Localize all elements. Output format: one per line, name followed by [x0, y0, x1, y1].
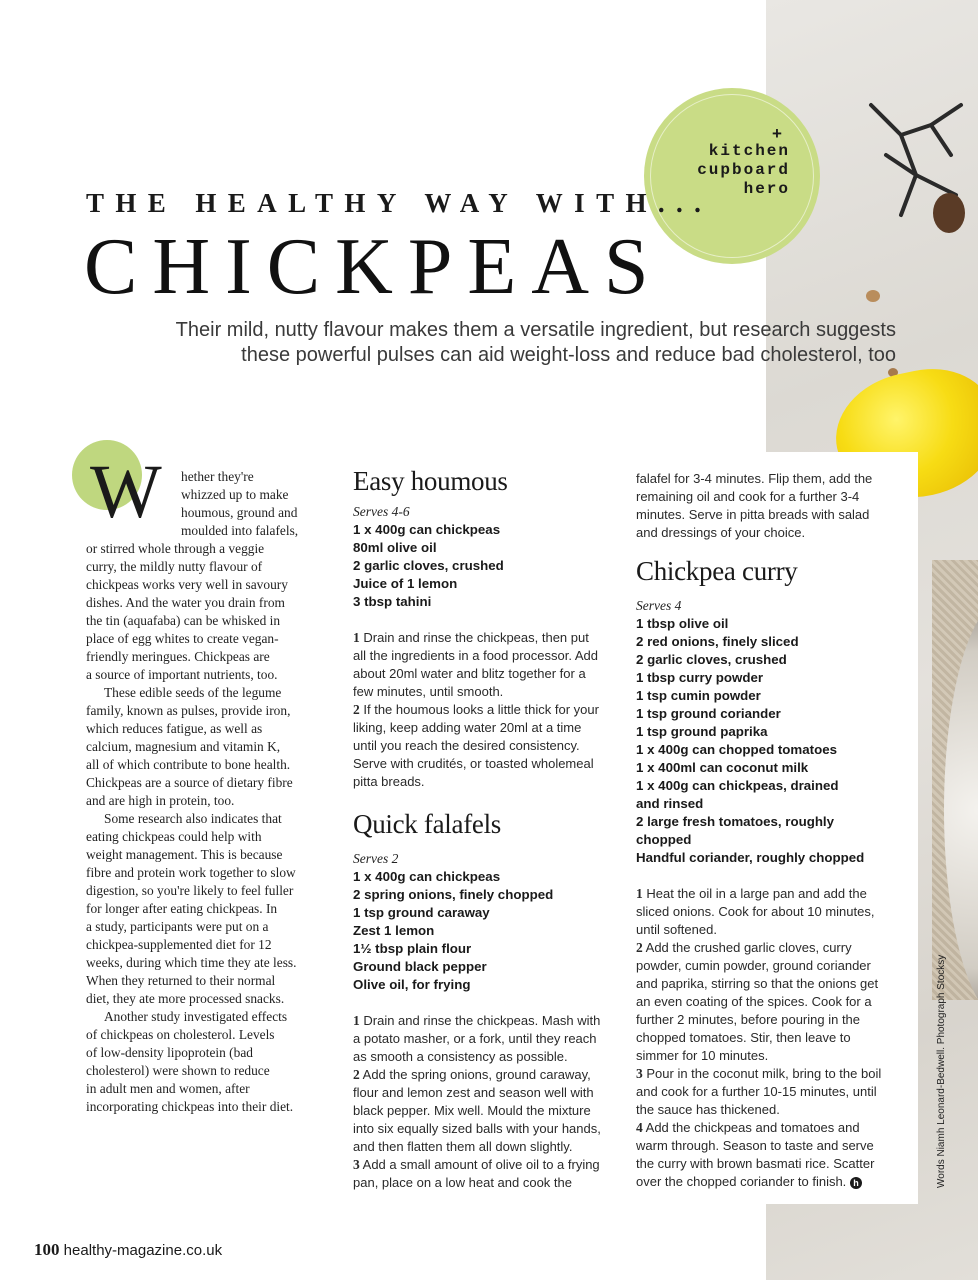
ingredient: Juice of 1 lemon	[353, 576, 458, 591]
page-number: 100	[34, 1240, 60, 1259]
method-step	[353, 701, 615, 791]
body-line: diet, they ate more processed snacks.	[86, 991, 285, 1006]
recipe-title-falafels: Quick falafels	[353, 809, 501, 839]
body-line: curry, the mildly nutty flavour of	[86, 559, 263, 574]
step-text: into six equally sized balls with your hands,	[353, 1121, 601, 1136]
ingredient: 1 x 400g can chickpeas, drained	[636, 778, 839, 793]
body-line: fibre and protein work together to slow	[86, 865, 296, 880]
step-text: simmer for 10 minutes.	[636, 1048, 769, 1063]
method-step-continued	[636, 470, 898, 542]
kicker-heading: THE HEALTHY WAY WITH...	[86, 188, 713, 218]
body-line: for longer after eating chickpeas. In	[86, 901, 278, 916]
ingredient: 2 red onions, finely sliced	[636, 634, 799, 649]
body-line: all of which contribute to bone health.	[86, 757, 291, 772]
ingredient: Handful coriander, roughly chopped	[636, 850, 865, 865]
step-text: until you reach the desired consistency.	[353, 738, 580, 753]
ingredient: 2 garlic cloves, crushed	[353, 558, 504, 573]
ingredient: 1 x 400g can chopped tomatoes	[636, 742, 837, 757]
step-text: pan, place on a low heat and cook the	[353, 1175, 572, 1190]
step-text: Serve with crudités, or toasted wholemeal	[353, 756, 594, 771]
badge-plus: +	[772, 124, 782, 143]
method-step	[636, 939, 898, 1065]
ingredient: 1½ tbsp plain flour	[353, 941, 472, 956]
step-text: If the houmous looks a little thick for your	[363, 702, 599, 717]
step-number: 2	[353, 1067, 360, 1082]
ingredient: and rinsed	[636, 796, 704, 811]
step-text: over the chopped coriander to finish.	[636, 1174, 847, 1189]
ingredient: 1 x 400g can chickpeas	[353, 522, 501, 537]
step-text: remaining oil and cook for a further 3-4	[636, 489, 860, 504]
ingredient: Ground black pepper	[353, 959, 487, 974]
step-text: and dressings of your choice.	[636, 525, 806, 540]
step-text: minutes. Serve in pitta breads with salad	[636, 507, 870, 522]
page-footer	[34, 1240, 222, 1260]
ingredient: 1 tsp ground caraway	[353, 905, 490, 920]
ingredient: 1 x 400ml can coconut milk	[636, 760, 809, 775]
step-text: Drain and rinse the chickpeas. Mash with	[363, 1013, 601, 1028]
badge-line: kitchen	[708, 142, 790, 160]
recipe-title-curry: Chickpea curry	[636, 556, 798, 586]
ingredient: 1 tsp cumin powder	[636, 688, 761, 703]
body-line: hether they're	[181, 469, 254, 484]
step-number: 1	[636, 886, 643, 901]
ingredient: 1 x 400g can chickpeas	[353, 869, 501, 884]
step-text: a potato masher, or a fork, until they reach	[353, 1031, 597, 1046]
body-line: of chickpeas on cholesterol. Levels	[86, 1027, 275, 1042]
step-text: Add a small amount of olive oil to a frying	[362, 1157, 600, 1172]
step-text: liking, keep adding water 20ml at a time	[353, 720, 582, 735]
method-step	[636, 885, 898, 939]
step-text: few minutes, until smooth.	[353, 684, 504, 699]
end-mark-icon: h	[850, 1177, 862, 1189]
body-line: the tin (aquafaba) can be whisked in	[86, 613, 281, 628]
body-line: weeks, during which time they ate less.	[86, 955, 297, 970]
step-number: 2	[636, 940, 643, 955]
ingredient: 2 garlic cloves, crushed	[636, 652, 787, 667]
step-text: and paprika, stirring so that the onions get	[636, 976, 879, 991]
step-text: flour and lemon zest and season well with	[353, 1085, 594, 1100]
ingredient: 80ml olive oil	[353, 540, 437, 555]
photo-credits: Words Niamh Leonard-Bedwell. Photograph Stocksy	[936, 954, 947, 1188]
method-step	[353, 629, 615, 701]
article-body	[86, 468, 316, 1116]
step-text: the sauce has thickened.	[636, 1102, 780, 1117]
body-line: friendly meringues. Chickpeas are	[86, 649, 270, 664]
body-line: Another study investigated effects	[104, 1009, 288, 1024]
website-link[interactable]: healthy-magazine.co.uk	[63, 1242, 223, 1259]
body-line: whizzed up to make	[181, 487, 289, 502]
body-line: and are high in protein, too.	[86, 793, 235, 808]
body-line: cholesterol) were shown to reduce	[86, 1063, 270, 1078]
ingredient: 1 tbsp olive oil	[636, 616, 729, 631]
body-line: in adult men and women, after	[86, 1081, 250, 1096]
serves-label: Serves 2	[353, 851, 399, 866]
method-step	[353, 1012, 615, 1066]
body-line: dishes. And the water you drain from	[86, 595, 285, 610]
serves-label: Serves 4	[636, 598, 682, 613]
body-line: moulded into falafels,	[181, 523, 299, 538]
step-number: 4	[636, 1120, 643, 1135]
step-text: Drain and rinse the chickpeas, then put	[363, 630, 589, 645]
ingredient: 2 spring onions, finely chopped	[353, 887, 554, 902]
step-number: 1	[353, 630, 360, 645]
recipe-title-houmous: Easy houmous	[353, 466, 508, 496]
page-title: CHICKPEAS	[84, 223, 664, 311]
step-text: until softened.	[636, 922, 717, 937]
dropcap: W	[90, 450, 162, 534]
body-line: calcium, magnesium and vitamin K,	[86, 739, 281, 754]
body-line: eating chickpeas could help with	[86, 829, 262, 844]
body-line: place of egg whites to create vegan-	[86, 631, 279, 646]
standfirst	[70, 318, 896, 368]
step-number: 3	[636, 1066, 643, 1081]
ingredient: 2 large fresh tomatoes, roughly	[636, 814, 835, 829]
step-text: the curry with brown basmati rice. Scatter	[636, 1156, 875, 1171]
step-text: and then flatten them all down slightly.	[353, 1139, 573, 1154]
serves-label: Serves 4-6	[353, 504, 410, 519]
step-text: powder, cumin powder, ground coriander	[636, 958, 871, 973]
step-text: falafel for 3-4 minutes. Flip them, add the	[636, 471, 873, 486]
step-number: 1	[353, 1013, 360, 1028]
body-line: Some research also indicates that	[104, 811, 282, 826]
body-line: When they returned to their normal	[86, 973, 276, 988]
ingredient: 1 tsp ground coriander	[636, 706, 781, 721]
step-text: pitta breads.	[353, 774, 425, 789]
step-text: Add the chickpeas and tomatoes and	[645, 1120, 860, 1135]
step-text: black pepper. Mix well. Mould the mixture	[353, 1103, 591, 1118]
step-text: warm through. Season to taste and serve	[636, 1138, 874, 1153]
ingredient: 3 tbsp tahini	[353, 594, 432, 609]
badge-line: cupboard	[697, 161, 790, 179]
recipe-column-2	[353, 466, 615, 1192]
step-number: 3	[353, 1157, 360, 1172]
ingredient: Olive oil, for frying	[353, 977, 471, 992]
step-text: chopped tomatoes. Stir, then leave to	[636, 1030, 851, 1045]
body-line: family, known as pulses, provide iron,	[86, 703, 291, 718]
body-line: weight management. This is because	[86, 847, 283, 862]
standfirst-line: these powerful pulses can aid weight-loss and reduce bad cholesterol, too	[241, 344, 896, 366]
step-text: Pour in the coconut milk, bring to the boil	[646, 1066, 882, 1081]
step-text: about 20ml water and blitz together for a	[353, 666, 586, 681]
body-line: chickpeas works very well in savoury	[86, 577, 288, 592]
step-text: Add the spring onions, ground caraway,	[362, 1067, 591, 1082]
step-text: an even coating of the spices. Cook for a	[636, 994, 872, 1009]
recipe-column-3	[636, 470, 898, 1191]
body-line: or stirred whole through a veggie	[86, 541, 265, 556]
method-step	[636, 1119, 898, 1191]
step-text: and cook for a further 10-15 minutes, until	[636, 1084, 877, 1099]
body-line: a source of important nutrients, too.	[86, 667, 278, 682]
ingredient: 1 tsp ground paprika	[636, 724, 768, 739]
step-text: Heat the oil in a large pan and add the	[646, 886, 867, 901]
method-step	[353, 1066, 615, 1156]
chickpea-image	[866, 290, 880, 302]
step-text: Add the crushed garlic cloves, curry	[645, 940, 852, 955]
step-text: all the ingredients in a food processor. Add	[353, 648, 598, 663]
body-line: incorporating chickpeas into their diet.	[86, 1099, 294, 1114]
body-line: digestion, so you're likely to feel fuller	[86, 883, 294, 898]
body-line: These edible seeds of the legume	[104, 685, 282, 700]
body-line: which reduces fatigue, as well as	[86, 721, 263, 736]
step-text: further 2 minutes, before pouring in the	[636, 1012, 861, 1027]
ingredient: chopped	[636, 832, 692, 847]
standfirst-line: Their mild, nutty flavour makes them a versatile ingredient, but research suggests	[175, 319, 896, 341]
body-line: houmous, ground and	[181, 505, 298, 520]
badge-line: hero	[743, 180, 790, 198]
ingredient: 1 tbsp curry powder	[636, 670, 764, 685]
method-step	[636, 1065, 898, 1119]
ingredient: Zest 1 lemon	[353, 923, 435, 938]
body-line: Chickpeas are a source of dietary fibre	[86, 775, 293, 790]
body-line: of low-density lipoprotein (bad	[86, 1045, 253, 1060]
method-step	[353, 1156, 615, 1192]
step-number: 2	[353, 702, 360, 717]
body-line: a study, participants were put on a	[86, 919, 269, 934]
star-anise-image	[861, 95, 971, 235]
step-text: sliced onions. Cook for about 10 minutes,	[636, 904, 875, 919]
body-line: chickpea-supplemented diet for 12	[86, 937, 272, 952]
step-text: as smooth a consistency as possible.	[353, 1049, 568, 1064]
